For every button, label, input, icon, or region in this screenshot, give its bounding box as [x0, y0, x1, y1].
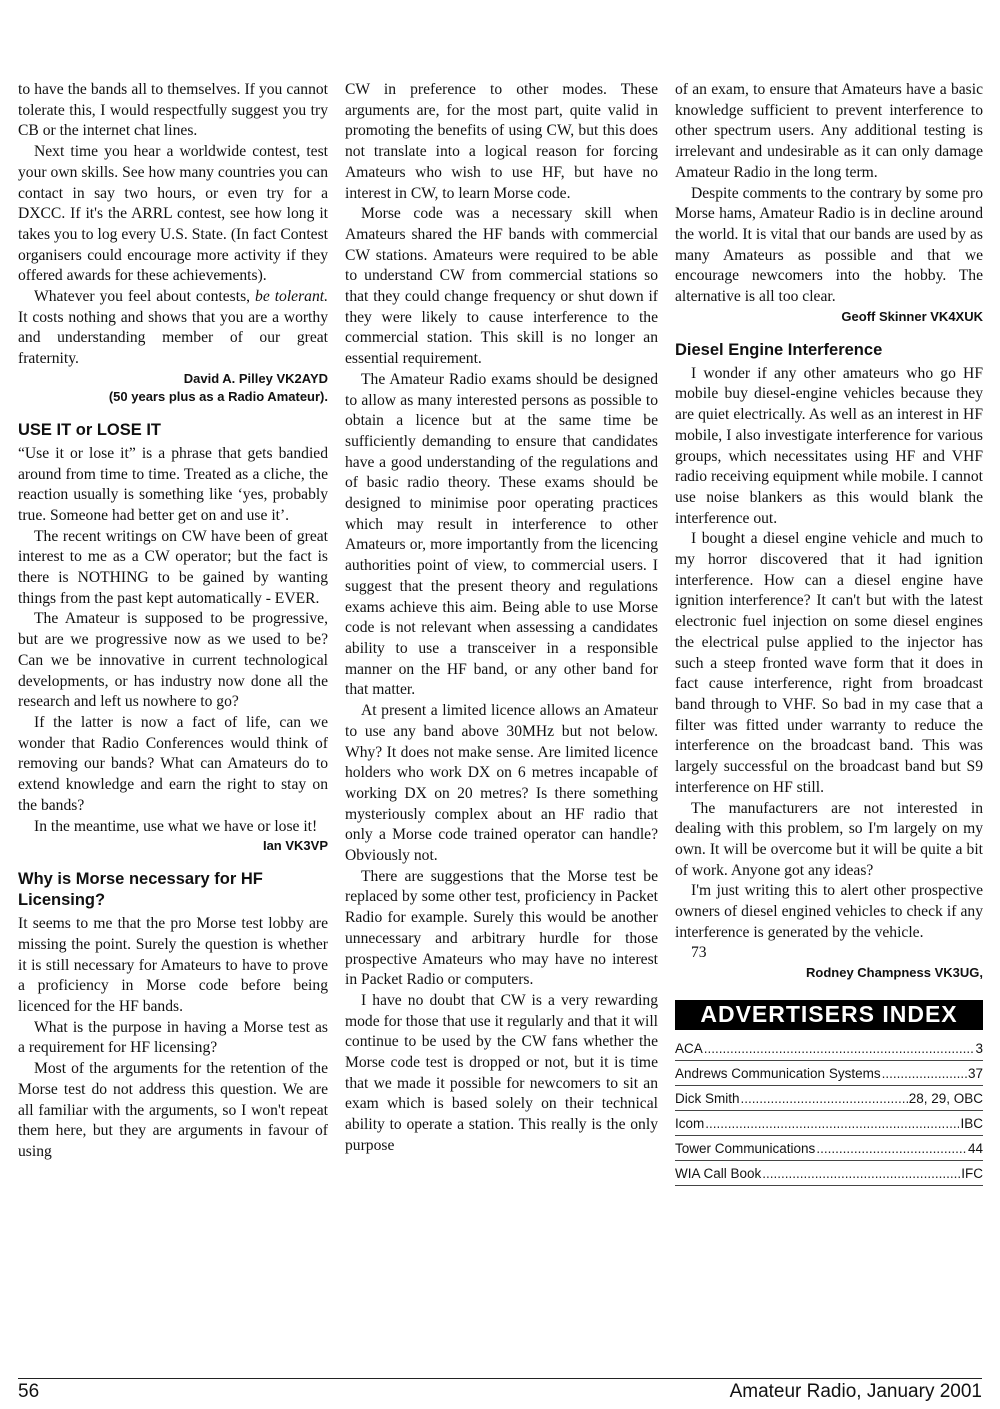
paragraph: What is the purpose in having a Morse test as a requirement for HF licensing?	[18, 1018, 328, 1057]
paragraph: The Amateur is supposed to be progressive, but are we progressive now as we used to be? Can we be innovative in current technological developments, or has industry now done all the research and left us nowhere to go?	[18, 610, 328, 711]
advertiser-page: 44	[967, 1140, 983, 1156]
paragraph: I have no doubt that CW is a very rewarding mode for those that use it regularly and that it will continue to be used by the CW fans whether the Morse code test is dropped or not, but it is time that we made it possible for newcomers to sit an exam which is based solely on their technical ability to operate a station. This really is the only purpose	[345, 991, 658, 1154]
advertiser-page: 3	[975, 1040, 983, 1056]
paragraph: Despite comments to the contrary by some pro Morse hams, Amateur Radio is in decline around the world. It is vital that our bands are used by as many Amateurs as possible and that we encourage newcomers into the hobby. The alternative is all too clear.	[675, 184, 983, 306]
advertiser-row	[675, 1061, 983, 1086]
paragraph: Morse code was a necessary skill when Amateurs shared the HF bands with commercial CW stations. Amateurs were required to be able to understand CW from commercial stations so that they could change frequency or shut down if they were likely to cause interference to the commercial station. This skill is no longer an essential requirement.	[345, 205, 658, 368]
author-signature: Geoff Skinner VK4XUK	[841, 308, 983, 324]
advertiser-row	[675, 1136, 983, 1161]
advertiser-row	[675, 1036, 983, 1061]
section-heading: Why is Morse necessary for HF Licensing?	[18, 870, 263, 910]
text-span: It costs nothing and shows that you are a worthy and understanding member of our great fraternity.	[18, 308, 328, 368]
advertisers-index-title: ADVERTISERS INDEX	[675, 1000, 983, 1030]
leader-dots	[704, 1040, 975, 1058]
advertiser-page: 37	[967, 1065, 983, 1081]
footer-divider	[18, 1378, 982, 1379]
leader-dots	[816, 1140, 967, 1158]
signoff: 73	[691, 944, 707, 962]
paragraph: At present a limited licence allows an Amateur to use any band above 30MHz but not below. Why? It does not make sense. Are limited licence holders who work DX on 6 metres incapable of working DX on 20 metres? Is there something mysteriously complex about an HF radio that only a Morse code trained operator can handle? Obviously not.	[345, 702, 658, 865]
paragraph: The recent writings on CW have been of great interest to me as a CW operator; but the fact is there is NOTHING to be gained by wanting things from the past kept automatically - EVER.	[18, 527, 328, 607]
advertiser-name: Icom	[675, 1115, 705, 1131]
publication-title: Amateur Radio, January 2001	[729, 1381, 982, 1402]
text-span: Whatever you feel about contests,	[34, 288, 251, 306]
paragraph: It seems to me that the pro Morse test lobby are missing the point. Surely the question is whether it is still necessary for Amateurs to have to prove a proficiency in Morse code before being licenced for the HF bands.	[18, 915, 328, 1016]
emphasis-text: be tolerant.	[255, 288, 328, 306]
author-signature: David A. Pilley VK2AYD	[183, 370, 328, 386]
leader-dots	[741, 1090, 908, 1108]
paragraph: The manufacturers are not interested in dealing with this problem, so I'm largely on my own. It will be overcome but it will be quite a bit of work. Anyone got any ideas?	[675, 799, 983, 879]
advertiser-name: WIA Call Book	[675, 1165, 762, 1181]
advertiser-row	[675, 1161, 983, 1186]
advertiser-page: 28, 29, OBC	[908, 1090, 983, 1106]
paragraph: The Amateur Radio exams should be designed to allow as many interested persons as possible to obtain a licence but at the same time be sufficiently demanding to ensure that candidates have a good understanding of the regulations and of basic radio theory. These exams should be designed to minimise poor operating practices which may result in interference to other Amateurs or, more importantly from the licencing authorities point of view, to commercial users. I suggest that the present theory and regulations exams achieve this aim. Being able to use Morse code is not relevant when assessing a candidates ability to use a transceiver in a responsible manner on the HF band, or any other band for that matter.	[345, 370, 658, 699]
paragraph: There are suggestions that the Morse test be replaced by some other test, proficiency in Packet Radio for example. Surely this would be another unnecessary and arbitrary hurdle for those prospective Amateurs who may have no interest in Packet Radio or computers.	[345, 867, 658, 989]
advertiser-name: Dick Smith	[675, 1090, 740, 1106]
leader-dots	[762, 1165, 960, 1183]
advertiser-name: ACA	[675, 1040, 703, 1056]
paragraph: Most of the arguments for the retention of the Morse test do not address this question. We are all familiar with the arguments, so I won't repeat them here, but they are arguments in favour of using	[18, 1060, 328, 1160]
column-middle	[345, 80, 658, 1157]
column-right	[675, 80, 983, 1186]
author-signature: Ian VK3VP	[262, 838, 328, 854]
advertiser-row	[675, 1086, 983, 1111]
advertisers-index-list	[675, 1036, 983, 1186]
paragraph: If the latter is now a fact of life, can we wonder that Radio Conferences would think of removing our bands? What can Amateurs do to extend knowledge and earn the right to stay on the bands?	[18, 713, 328, 814]
advertiser-name: Tower Communications	[675, 1140, 816, 1156]
advertiser-page: IBC	[960, 1115, 983, 1131]
advertiser-name: Andrews Communication Systems	[675, 1065, 881, 1081]
paragraph: I'm just writing this to alert other prospective owners of diesel engined vehicles to check if any interference is generated by the vehicle.	[675, 882, 983, 941]
paragraph: “Use it or lose it” is a phrase that gets bandied around from time to time. Treated as a cliche, the reaction usually is something like ‘yes, probably true. Someone had better get on and use it’.	[18, 444, 328, 524]
paragraph: I bought a diesel engine vehicle and much to my horror discovered that it had ignition interference. How can a diesel engine have ignition interference? It can't but with the latest electronic fuel injection on some diesel engines the electrical pulse applied to the injector has such a steep fronted wave form that it does in fact cause interference, right from broadcast band through to VHF. So bad in my case that a filter was fitted under warranty to reduce the interference on the broadcast band. This was largely successful on the broadcast band but S9 interference on HF still.	[675, 530, 983, 796]
author-signature: Rodney Champness VK3UG,	[806, 965, 983, 981]
advertiser-row	[675, 1111, 983, 1136]
leader-dots	[705, 1115, 959, 1133]
paragraph: of an exam, to ensure that Amateurs have a basic knowledge sufficient to prevent interference to other spectrum users. Any additional testing is irrelevant and undesirable as it can only damage Amateur Radio in the long term.	[675, 81, 983, 181]
section-heading: Diesel Engine Interference	[675, 340, 883, 359]
section-heading: USE IT or LOSE IT	[18, 420, 162, 439]
paragraph: Next time you hear a worldwide contest, test your own skills. See how many countries you can contact in say two hours, or even try for a DXCC. If it's the ARRL contest, see how long it takes you to log every U.S. State. (In fact Contest organisers could encourage more activity if they offered awards for these achievements).	[18, 143, 328, 285]
paragraph: In the meantime, use what we have or lose it!	[34, 817, 318, 835]
page-number: 56	[18, 1381, 40, 1402]
paragraph: CW in preference to other modes. These arguments are, for the most part, quite valid in promoting the benefits of using CW, but this does not translate into a logical reason for forcing Amateurs who wish to use HF, but have no interest in CW, to learn Morse code.	[345, 81, 658, 202]
paragraph: to have the bands all to themselves. If you cannot tolerate this, I would respectfully suggest you try CB or the internet chat lines.	[18, 81, 328, 140]
paragraph: I wonder if any other amateurs who go HF mobile buy diesel-engine vehicles because they are quiet electrically. As well as an interest in HF mobile, I also investigate interference for various groups, which necessitates using HF and VHF radio receiving equipment while mobile. I cannot use noise blankers as this would blank the interference out.	[675, 364, 983, 527]
author-signature-note: (50 years plus as a Radio Amateur).	[108, 388, 328, 404]
column-left	[18, 80, 328, 1163]
paragraph	[18, 287, 328, 370]
leader-dots	[882, 1065, 967, 1083]
advertiser-page: IFC	[961, 1165, 983, 1181]
